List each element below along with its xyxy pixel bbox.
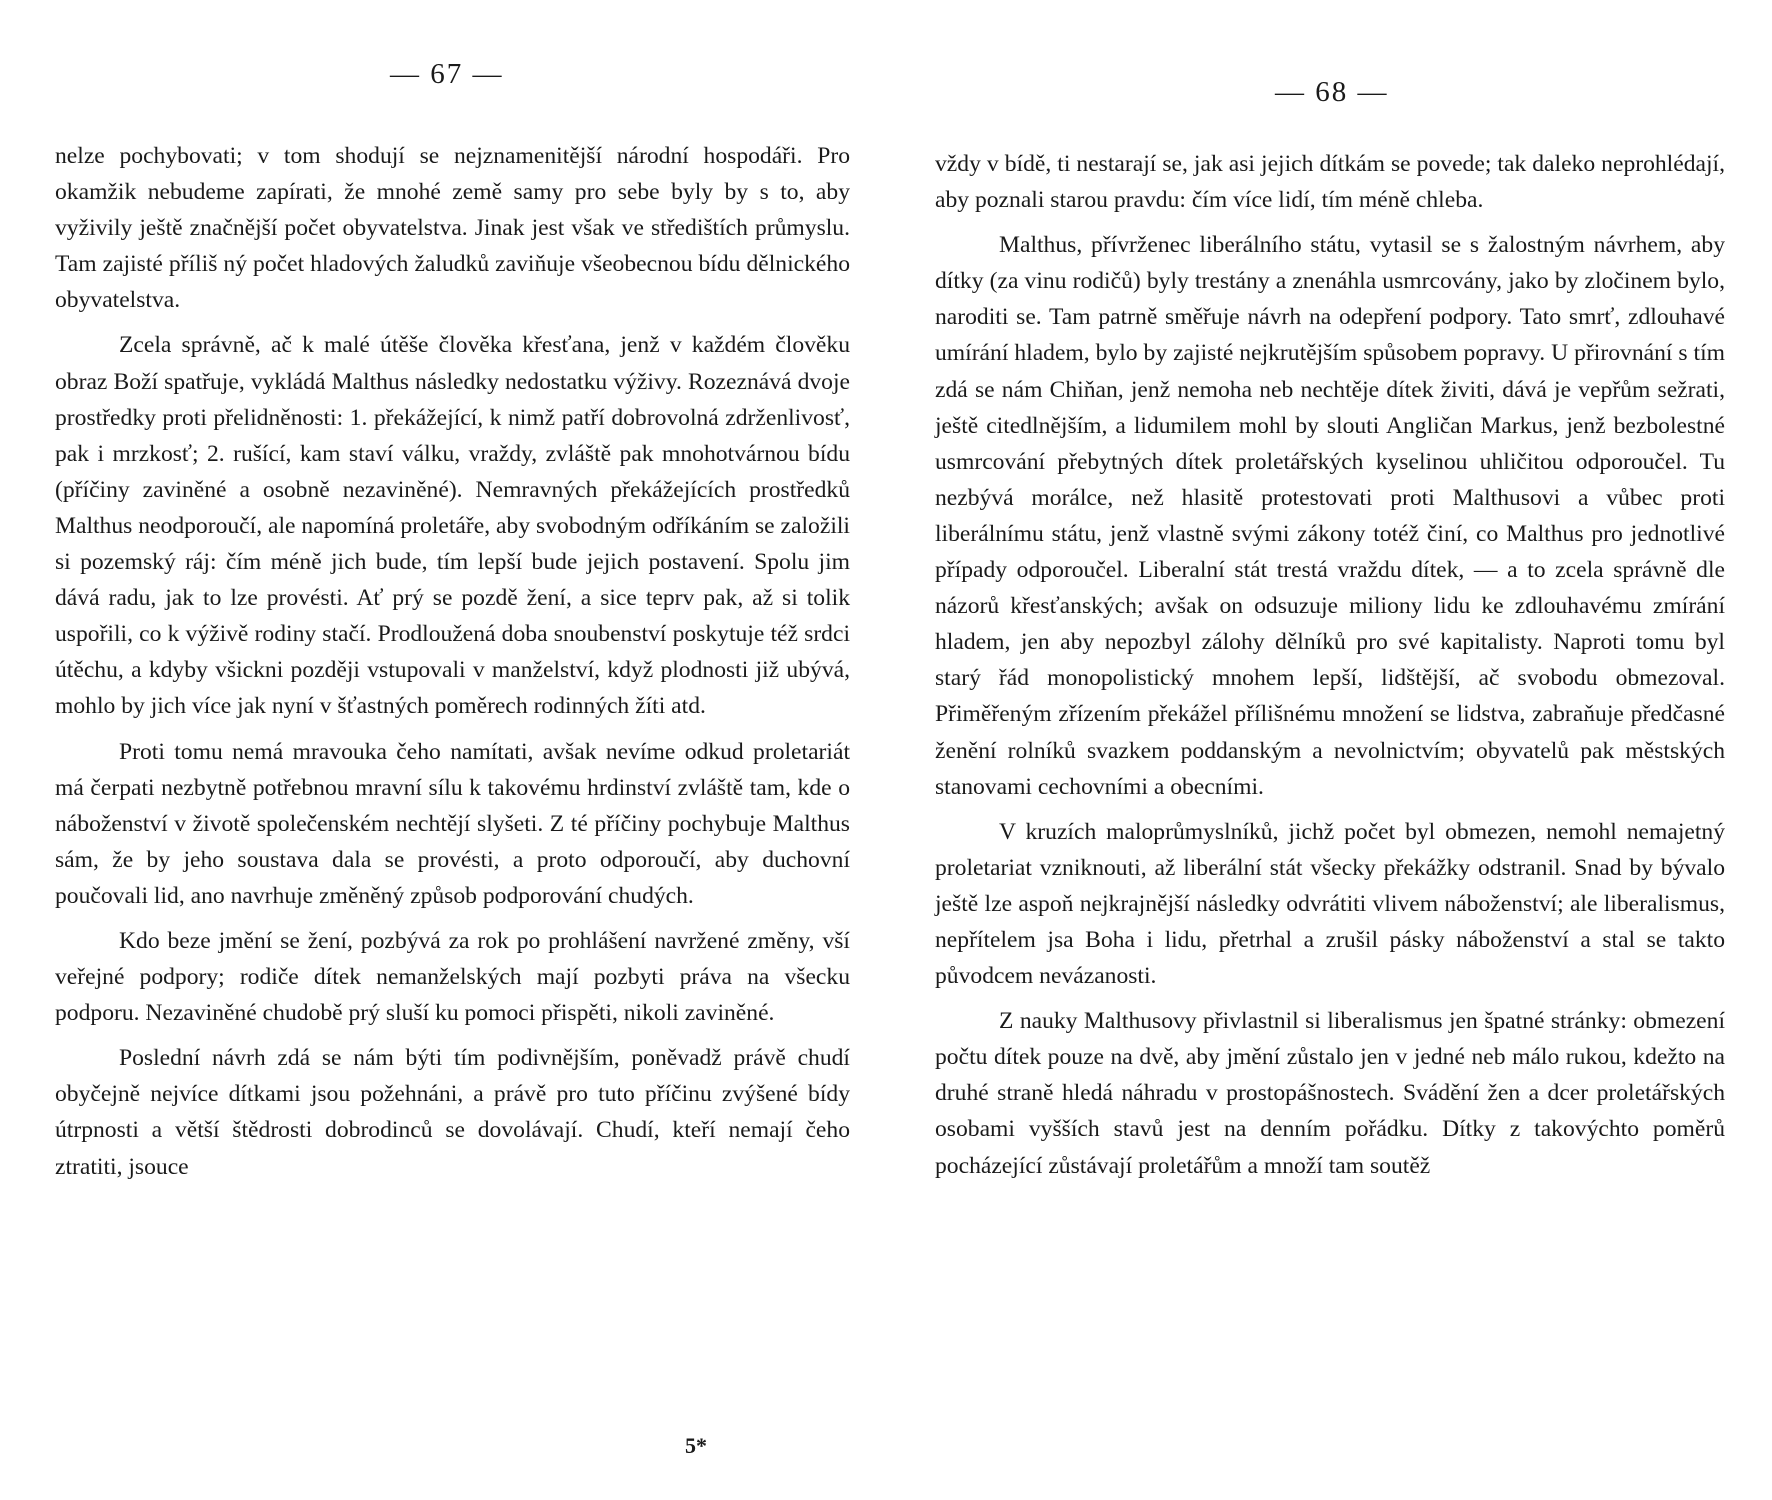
- paragraph: V kruzích maloprůmyslníků, jichž počet byl obmezen, nemohl nemajetný proletariat vzniknouti, až liberální stát všecky překážky odstranil. Snad by bývalo ještě lze aspoň nejkrajnější následky odvrátiti vlivem náboženství; ale liberalismus, nepřítelem jsa Boha i lidu, přetrhal a zrušil pásky náboženství a stal se takto původcem nevázanosti.: [935, 818, 1725, 990]
- right-page-text: [935, 146, 1725, 1193]
- page-number-67: — 67 —: [390, 58, 504, 90]
- paragraph: Poslední návrh zdá se nám býti tím podivnějším, poněvadž právě chudí obyčejně nejvíce dítkami jsou požehnáni, a právě pro tuto příčinu zvýšené bídy útrpnosti a větší štědrosti dobrodinců se dovolávají. Chudí, kteří nemají čeho ztratiti, jsouce: [55, 1045, 850, 1180]
- paragraph: Zcela správně, ač k malé útěše člověka křesťana, jenž v každém člověku obraz Boží spatřuje, vykládá Malthus následky nedostatku výživy. Rozeznává dvoje prostředky proti přelidněnosti: 1. překážející, k nimž patří dobrovolná zdrženlivosť, pak i mrzkosť; 2. rušící, kam staví válku, vraždy, zvláště pak mnohotvárnou bídu (příčiny zaviněné a osobně nezaviněné). Nemravných překážejících prostředků Malthus neodporoučí, ale napomíná proletáře, aby svobodným odříkáním se založili si pozemský ráj: čím méně jich bude, tím lepší bude jejich postavení. Spolu jim dává radu, jak to lze provésti. Ať prý se pozdě žení, a sice teprv pak, až si tolik uspořili, co k výživě rodiny stačí. Prodloužená doba snoubenství poskytuje též srdci útěchu, a kdyby všickni později vstupovali v manželství, když plodnosti již ubývá, mohlo by jich více jak nyní v šťastných poměrech rodinných žíti atd.: [55, 332, 850, 720]
- page-number-68: — 68 —: [1275, 76, 1389, 108]
- paragraph: Z nauky Malthusovy přivlastnil si liberalismus jen špatné stránky: obmezení počtu dítek pouze na dvě, aby jmění zůstalo jen v jedné neb málo rukou, kdežto na druhé straně hledá náhradu v prostopášnostech. Svádění žen a dcer proletářských osobami vyšších stavů jest na denním pořádku. Dítky z takovýchto poměrů pocházející zůstávají proletářům a množí tam soutěž: [935, 1008, 1725, 1179]
- paragraph: Proti tomu nemá mravouka čeho namítati, avšak nevíme odkud proletariát má čerpati nezbytně potřebnou mravní sílu k takovému hrdinství zvláště tam, kde o náboženství v životě společenském nechtějí slyšeti. Z té příčiny pochybuje Malthus sám, že by jeho soustava dala se provésti, a proto odporoučí, aby duchovní poučovali lid, ano navrhuje změněný způsob podporování chudých.: [55, 738, 850, 909]
- signature-mark: 5*: [685, 1433, 707, 1458]
- left-page-text: [55, 138, 850, 1194]
- paragraph: vždy v bídě, ti nestarají se, jak asi jejich dítkám se povede; tak daleko neprohlédají, aby poznali starou pravdu: čím více lidí, tím méně chleba.: [935, 151, 1725, 214]
- paragraph: Kdo beze jmění se žení, pozbývá za rok po prohlášení navržené změny, vší veřejné podpory; rodiče dítek nemanželských mají pozbyti práva na všecku podporu. Nezaviněné chudobě prý sluší ku pomoci přispěti, nikoli zaviněné.: [55, 927, 850, 1027]
- paragraph: nelze pochybovati; v tom shodují se nejznamenitější národní hospodáři. Pro okamžik nebudeme zapírati, že mnohé země samy pro sebe byly by s to, aby vyživily ještě značnější počet obyvatelstva. Jinak jest však ve středištích průmyslu. Tam zajisté příliš ný počet hladových žaludků zaviňuje všeobecnou bídu dělnického obyvatelstva.: [55, 143, 850, 314]
- paragraph: Malthus, přívrženec liberálního státu, vytasil se s žalostným návrhem, aby dítky (za vinu rodičů) byly trestány a znenáhla usmrcovány, jako by zločinem bylo, naroditi se. Tam patrně směřuje návrh na odepření podpory. Tato smrť, zdlouhavé umírání hladem, bylo by zajisté nejkrutějším spůsobem popravy. U přirovnání s tím zdá se nám Chiňan, jenž nemoha neb nechtěje dítek živiti, dává je vepřům sežrati, ještě citedlnějším, a lidumilem mohl by slouti Angličan Markus, jenž bezbolestné usmrcování přebytných dítek proletářských kyselinou uhličitou odporoučel. Tu nezbývá morálce, než hlasitě protestovati proti Malthusovi a vůbec proti liberálnímu státu, jenž vlastně svými zákony totéž činí, co Malthus pro jednotlivé případy odporoučel. Liberalní stát trestá vraždu dítek, — a to zcela správně dle názorů křesťanských; avšak on odsuzuje miliony lidu ke zdlouhavému zmírání hladem, jen aby nepozbyl zálohy dělníků pro své kapitalisty. Naproti tomu byl starý řád monopolistický mnohem lepší, lidštější, ač svobodu obmezoval. Přiměřeným zřízením překážel přílišnému množení se lidstva, zabraňuje předčasné ženění rolníků svazkem poddanským a nevolnictvím; obyvatelů pak městských stanovami cechovními a obecními.: [935, 232, 1725, 800]
